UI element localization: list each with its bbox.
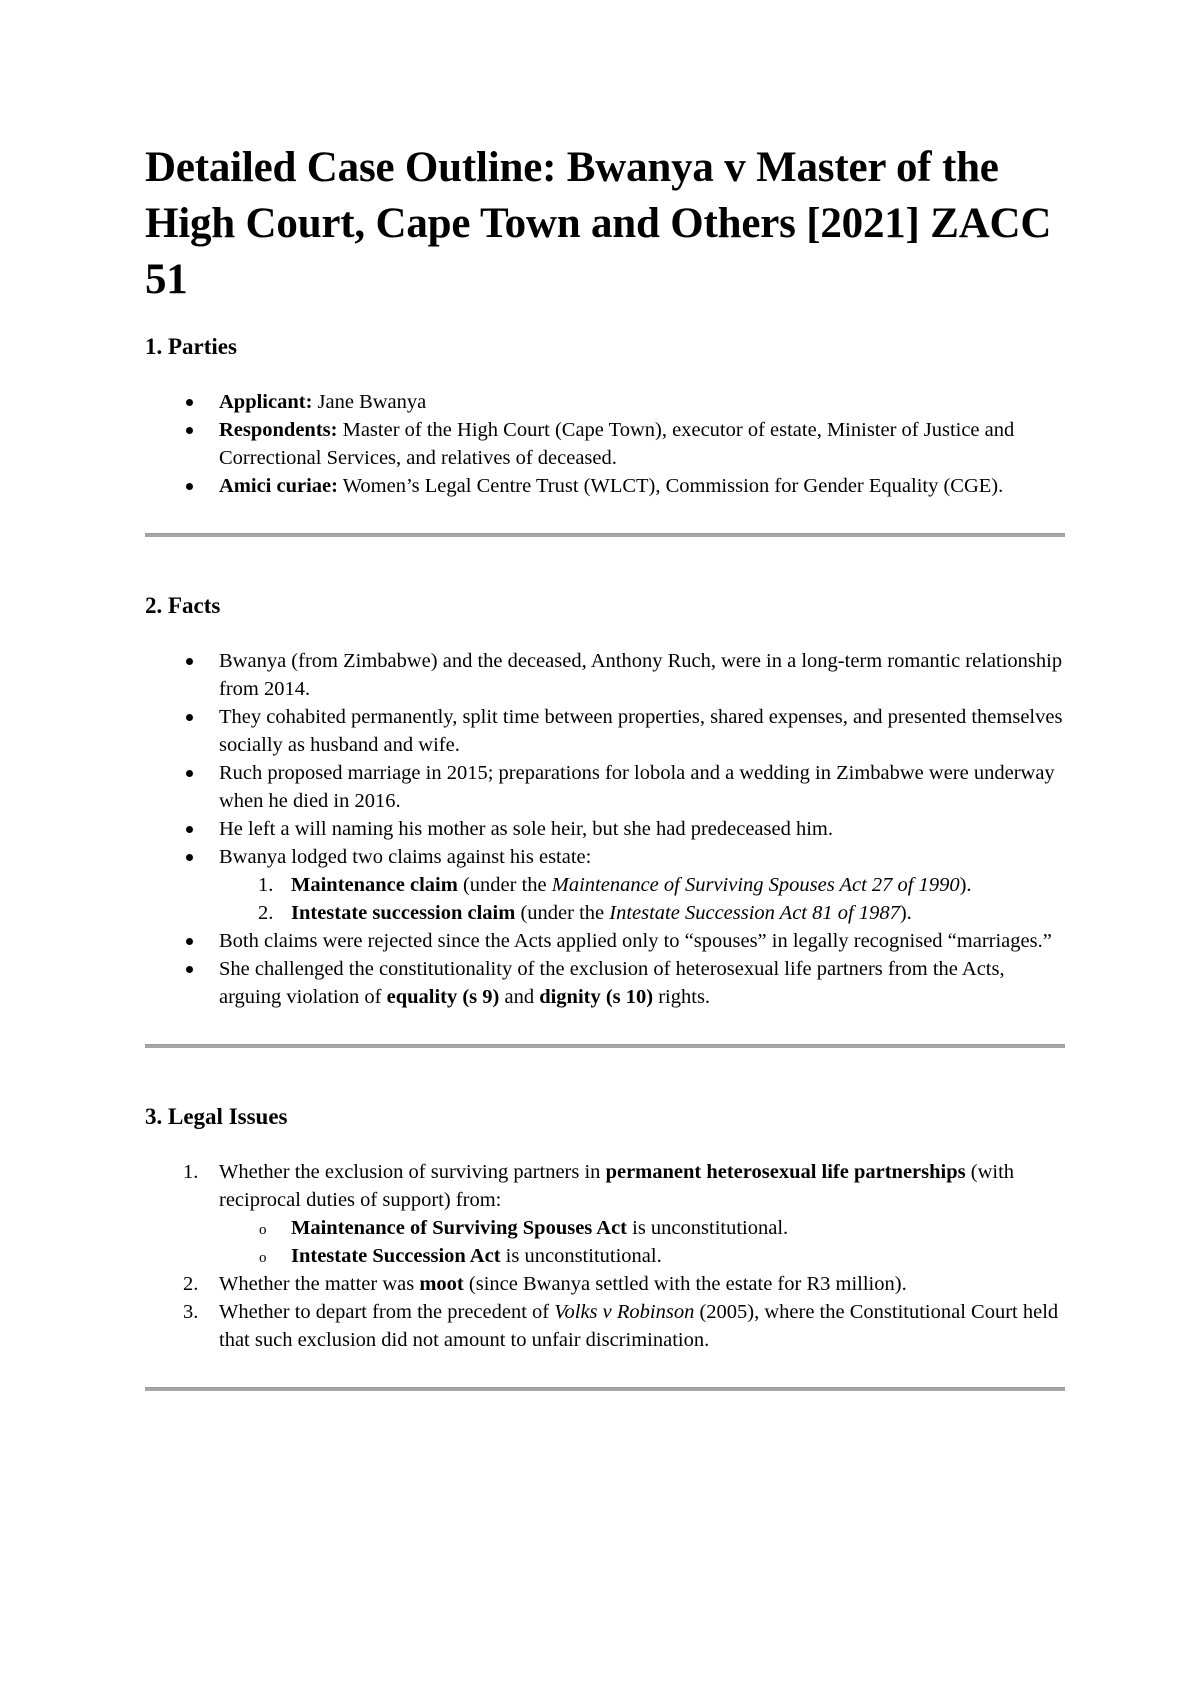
issues-list — [145, 1158, 1065, 1354]
fact-text: Ruch proposed marriage in 2015; preparations for lobola and a wedding in Zimbabwe were underway when he died in 2016. — [219, 762, 1055, 812]
bullet-icon — [186, 938, 193, 945]
sub-text: is unconstitutional. — [500, 1245, 662, 1267]
bullet-icon — [186, 826, 193, 833]
issue-number: 1. — [183, 1161, 199, 1183]
list-item — [145, 927, 1065, 955]
document-title: Detailed Case Outline: Bwanya v Master of the High Court, Cape Town and Others [2021] ZACC 51 — [145, 144, 1052, 303]
list-item — [145, 388, 1065, 416]
section-heading-facts: 2. Facts — [145, 593, 221, 618]
party-label-applicant: Applicant: — [219, 391, 313, 413]
fact-text: She challenged the constitutionality of the exclusion of heterosexual life partners from the Acts, arguing violation of — [219, 958, 1005, 1008]
list-item — [145, 1270, 1065, 1298]
horizontal-divider — [145, 533, 1065, 537]
party-label-amici: Amici curiae: — [219, 475, 338, 497]
bullet-icon — [186, 854, 193, 861]
case-citation: Volks v Robinson — [554, 1301, 695, 1323]
section-heading-parties: 1. Parties — [145, 334, 237, 359]
list-item — [145, 843, 1065, 871]
party-text-applicant: Jane Bwanya — [312, 391, 427, 413]
party-text-amici: Women’s Legal Centre Trust (WLCT), Commission for Gender Equality (CGE). — [337, 475, 1004, 497]
act-name: Maintenance of Surviving Spouses Act — [291, 1217, 627, 1239]
claim-text: (under the — [457, 874, 552, 896]
list-item — [145, 703, 1065, 759]
issue-bold: moot — [419, 1273, 464, 1295]
fact-text: He left a will naming his mother as sole heir, but she had predeceased him. — [219, 818, 833, 840]
right-equality: equality (s 9) — [386, 986, 500, 1008]
claim-item — [145, 871, 1065, 899]
issue-text: Whether the exclusion of surviving partners in — [219, 1161, 606, 1183]
list-item — [145, 759, 1065, 815]
circle-bullet-icon: o — [259, 1250, 267, 1266]
issue-text: (with reciprocal duties of support) from: — [219, 1161, 1015, 1211]
fact-text: Both claims were rejected since the Acts applied only to “spouses” in legally recognised “marriages.” — [219, 930, 1052, 952]
document-page — [145, 140, 1065, 1391]
claim-text: ). — [959, 874, 972, 896]
act-title: Intestate Succession Act 81 of 1987 — [609, 902, 900, 924]
bullet-icon — [186, 714, 193, 721]
sub-text: is unconstitutional. — [627, 1217, 789, 1239]
claim-title: Maintenance claim — [291, 874, 458, 896]
list-item — [145, 647, 1065, 703]
issue-text: Whether the matter was — [219, 1273, 420, 1295]
list-item — [145, 1298, 1065, 1354]
horizontal-divider — [145, 1387, 1065, 1391]
list-item — [145, 955, 1065, 1011]
bullet-icon — [186, 966, 193, 973]
act-name: Intestate Succession Act — [291, 1245, 501, 1267]
claim-item — [145, 899, 1065, 927]
list-item — [145, 1158, 1065, 1214]
issue-number: 2. — [183, 1273, 199, 1295]
sub-list-item — [145, 1214, 1065, 1242]
bullet-icon — [186, 483, 193, 490]
right-dignity: dignity (s 10) — [539, 986, 654, 1008]
fact-text: rights. — [653, 986, 711, 1008]
facts-list — [145, 647, 1065, 1011]
claim-text: (under the — [515, 902, 610, 924]
bullet-icon — [186, 399, 193, 406]
issue-text: (2005), where the Constitutional Court held that such exclusion did not amount to unfair discrimination. — [219, 1301, 1059, 1351]
fact-text: Bwanya lodged two claims against his estate: — [219, 846, 592, 868]
fact-text: Bwanya (from Zimbabwe) and the deceased, Anthony Ruch, were in a long-term romantic relationship from 2014. — [219, 650, 1063, 700]
claim-number: 1. — [258, 874, 274, 896]
party-text-respondents: Master of the High Court (Cape Town), executor of estate, Minister of Justice and Correctional Services, and relatives of deceased. — [219, 419, 1015, 469]
issue-number: 3. — [183, 1301, 199, 1323]
issue-bold: permanent heterosexual life partnerships — [605, 1161, 966, 1183]
fact-text: They cohabited permanently, split time between properties, shared expenses, and presented themselves socially as husband and wife. — [219, 706, 1063, 756]
circle-bullet-icon: o — [259, 1222, 267, 1238]
issue-text: Whether to depart from the precedent of — [219, 1301, 555, 1323]
claim-number: 2. — [258, 902, 274, 924]
act-title: Maintenance of Surviving Spouses Act 27 of 1990 — [551, 874, 960, 896]
issue-text: (since Bwanya settled with the estate for R3 million). — [463, 1273, 907, 1295]
list-item — [145, 815, 1065, 843]
bullet-icon — [186, 658, 193, 665]
list-item — [145, 472, 1065, 500]
claim-title: Intestate succession claim — [291, 902, 516, 924]
parties-list — [145, 388, 1065, 500]
party-label-respondents: Respondents: — [219, 419, 338, 441]
bullet-icon — [186, 427, 193, 434]
bullet-icon — [186, 770, 193, 777]
claim-text: ). — [899, 902, 912, 924]
section-heading-legal-issues: 3. Legal Issues — [145, 1104, 288, 1129]
fact-text: and — [499, 986, 540, 1008]
horizontal-divider — [145, 1044, 1065, 1048]
sub-list-item — [145, 1242, 1065, 1270]
list-item — [145, 416, 1065, 472]
